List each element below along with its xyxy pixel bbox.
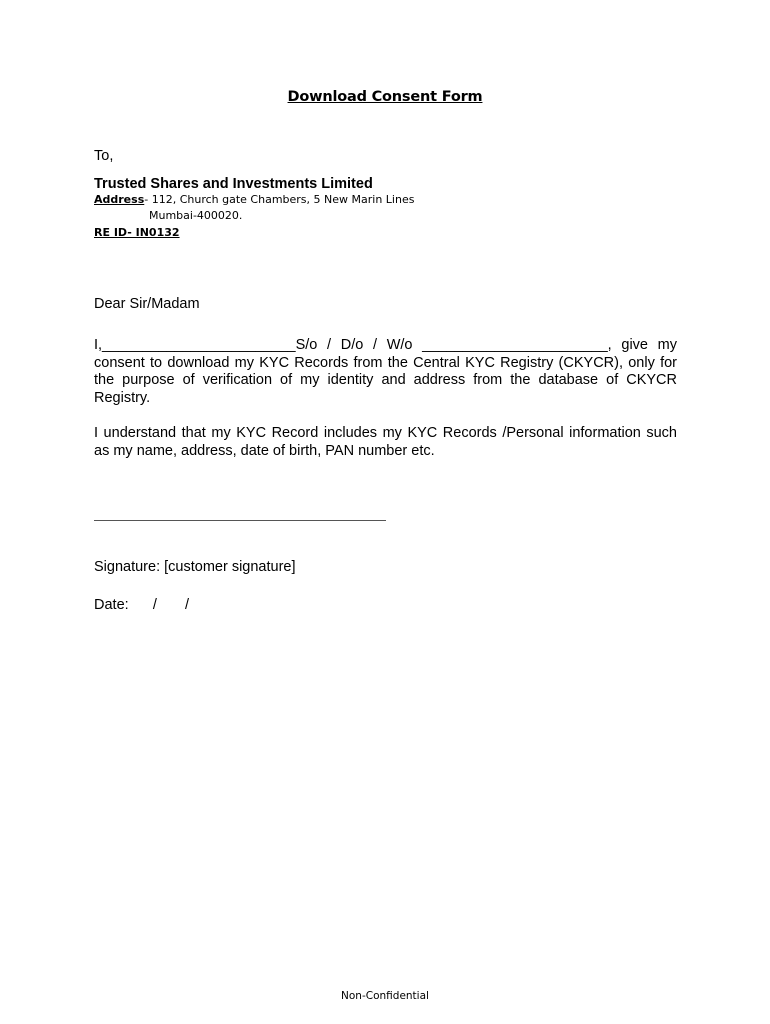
footer-classification: Non-Confidential bbox=[341, 990, 429, 1002]
signature-line bbox=[94, 520, 386, 521]
re-id: RE ID- IN0132 bbox=[94, 226, 180, 239]
date-label: Date: / / bbox=[94, 597, 190, 613]
understanding-paragraph: I understand that my KYC Record includes my KYC Records /Personal information such as my name, address, date of birth, PAN number etc. bbox=[94, 425, 677, 459]
form-title: Download Consent Form bbox=[287, 89, 483, 105]
consent-paragraph: I,________________________S/o / D/o / W/o _______________________, give my consent to download my KYC Records from the Central KYC Registry (CKYCR), only for the purpose of verification of my identity and address from the database of CKYCR Registry. bbox=[94, 337, 677, 406]
company-name: Trusted Shares and Investments Limited bbox=[94, 176, 373, 192]
address-text: - 112, Church gate Chambers, 5 New Marin Lines bbox=[144, 193, 415, 206]
address-line-2: Mumbai-400020. bbox=[149, 209, 243, 222]
address-label: Address bbox=[94, 193, 145, 206]
signature-label: Signature: [customer signature] bbox=[94, 559, 296, 575]
date-field bbox=[94, 597, 189, 613]
address-line-1 bbox=[94, 193, 414, 206]
salutation: Dear Sir/Madam bbox=[94, 296, 200, 312]
addressee-to: To, bbox=[94, 148, 114, 164]
